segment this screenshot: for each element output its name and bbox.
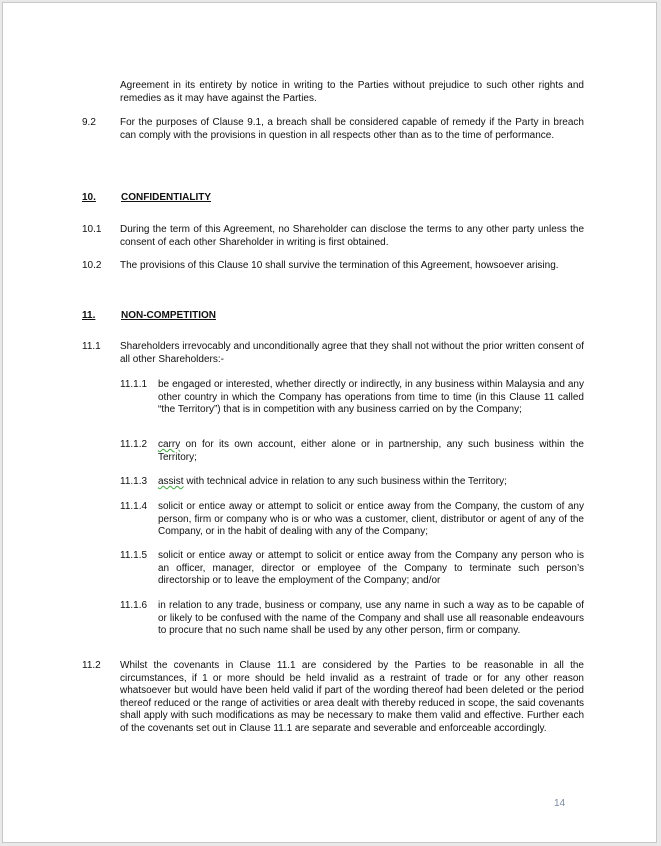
document-page xyxy=(2,2,657,843)
spellcheck-word: carry xyxy=(158,439,181,450)
subclause-rest: on for its own account, either alone or in partnership, any such business within the Territory; xyxy=(158,439,584,463)
subclause-text: in relation to any trade, business or company, use any name in such a way as to be capable of or likely to be confused with the name of the Company and shall use all reasonable endeavours to procure that no such name shall be used by any other person, firm or company. xyxy=(158,600,584,636)
section-title: CONFIDENTIALITY xyxy=(121,192,211,203)
subclause-number: 11.1.4 xyxy=(120,501,148,512)
section-title: NON-COMPETITION xyxy=(121,310,216,321)
spellcheck-word: assist xyxy=(158,476,184,487)
subclause-text: solicit or entice away or attempt to solicit or entice away from the Company any person who is an officer, manager, director or employee of the Company to terminate such person’s directorship or to leave the employment of the Company; and/or xyxy=(158,550,584,586)
clause-text: For the purposes of Clause 9.1, a breach shall be considered capable of remedy if the Party in breach can comply with the provisions in question in all respects other than as to the time of performance. xyxy=(120,117,584,141)
page-number: 14 xyxy=(554,798,566,809)
subclause-rest: with technical advice in relation to any such business within the Territory; xyxy=(183,476,507,487)
clause-number: 11.1 xyxy=(82,341,101,352)
subclause-number: 11.1.3 xyxy=(120,476,148,487)
clause-text: The provisions of this Clause 10 shall survive the termination of this Agreement, howsoever arising. xyxy=(120,260,559,271)
clause-number: 9.2 xyxy=(82,117,96,128)
subclause-number: 11.1.5 xyxy=(120,550,148,561)
section-number: 10. xyxy=(82,192,96,203)
clause-number: 10.1 xyxy=(82,224,102,235)
subclause-text xyxy=(158,476,584,489)
subclause-text xyxy=(158,439,584,464)
clause-number: 11.2 xyxy=(82,660,101,671)
clause-number: 10.2 xyxy=(82,260,102,271)
continuation-paragraph: Agreement in its entirety by notice in writing to the Parties without prejudice to such other rights and remedies as it may have against the Parties. xyxy=(120,80,584,104)
subclause-number: 11.1.6 xyxy=(120,600,148,611)
clause-text: Whilst the covenants in Clause 11.1 are considered by the Parties to be reasonable in all the circumstances, if 1 or more should be held invalid as a restraint of trade or for any other reason whatsoever but would have been held valid if part of the wording thereof had been deleted or the period thereof reduced or the range of activities or area dealt with thereby reduced in scope, the said covenants shall apply with such modifications as may be necessary to make them valid and effective. Further each of the covenants set out in Clause 11.1 are separate and severable and enforceable accordingly. xyxy=(120,660,584,734)
clause-text: During the term of this Agreement, no Shareholder can disclose the terms to any other party unless the consent of each other Shareholder in writing is first obtained. xyxy=(120,224,584,248)
subclause-text: be engaged or interested, whether directly or indirectly, in any business within Malaysia and any other country in which the Company has operations from time to time (in this Clause 11 called “the Territory”) that is in competition with any business carried on by the Company; xyxy=(158,379,584,415)
section-number: 11. xyxy=(82,310,96,321)
subclause-number: 11.1.2 xyxy=(120,439,148,450)
clause-text: Shareholders irrevocably and unconditionally agree that they shall not without the prior written consent of all other Shareholders:- xyxy=(120,341,584,365)
subclause-text: solicit or entice away or attempt to solicit or entice away from the Company, the custom of any person, firm or company who is or who was a customer, client, distributor or agent of any of the Company, or in the habit of dealing with any of the Company; xyxy=(158,501,584,537)
subclause-number: 11.1.1 xyxy=(120,379,148,390)
